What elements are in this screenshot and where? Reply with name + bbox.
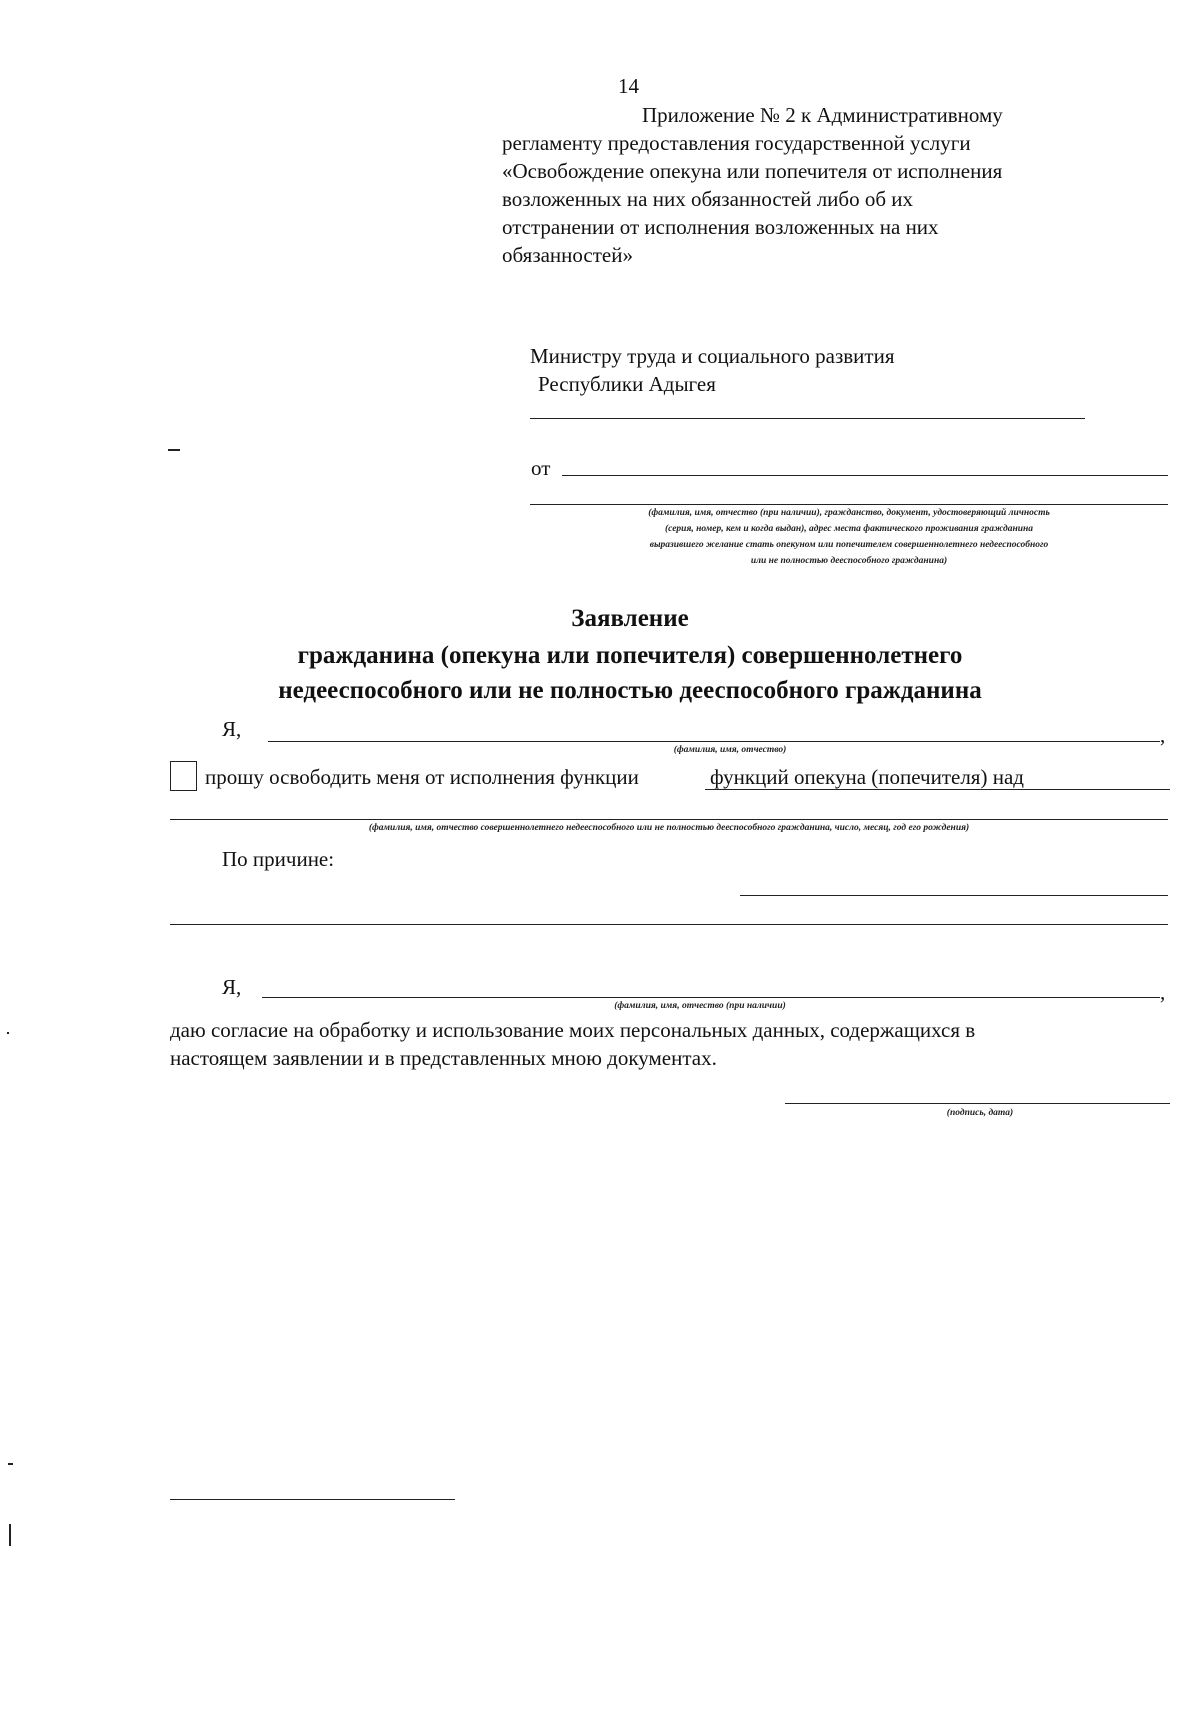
i-label-2: Я, bbox=[222, 975, 242, 999]
title-line: гражданина (опекуна или попечителя) совершеннолетнего bbox=[297, 642, 963, 669]
name-caption-2: (фамилия, имя, отчество (при наличии) bbox=[614, 1001, 786, 1011]
addressee-line: Министру труда и социального развития bbox=[530, 344, 895, 368]
title-line: Заявление bbox=[571, 605, 689, 632]
from-caption-line: или не полностью дееспособного гражданина) bbox=[750, 556, 948, 566]
reason-label: По причине: bbox=[222, 847, 335, 871]
appendix-line: возложенных на них обязанностей либо об их bbox=[502, 187, 914, 211]
scan-mark bbox=[8, 1463, 13, 1465]
from-caption-line: (серия, номер, кем и когда выдан), адрес места фактического проживания гражданина bbox=[664, 524, 1034, 534]
i-label: Я, bbox=[222, 717, 242, 741]
applicant-name-field[interactable] bbox=[268, 741, 1160, 742]
addressee-line: Республики Адыгея bbox=[538, 372, 716, 396]
from-caption-line: (фамилия, имя, отчество (при наличии), гражданство, документ, удостоверяющий личность bbox=[648, 508, 1050, 518]
consent-text: настоящем заявлении и в представленных мною документах. bbox=[170, 1046, 717, 1070]
reason-field-line-2[interactable] bbox=[170, 924, 1168, 925]
scan-mark bbox=[9, 1524, 11, 1546]
from-field-line-2[interactable] bbox=[530, 504, 1168, 505]
reason-field-line[interactable] bbox=[740, 895, 1168, 896]
scan-mark bbox=[168, 449, 180, 451]
appendix-line: обязанностей» bbox=[502, 243, 633, 267]
page-number: 14 bbox=[618, 74, 639, 98]
request-field-line[interactable] bbox=[705, 789, 1170, 790]
consent-text: даю согласие на обработку и использование моих персональных данных, содержащихся в bbox=[170, 1018, 976, 1042]
signature-caption: (подпись, дата) bbox=[946, 1108, 1014, 1118]
from-label: от bbox=[531, 456, 551, 480]
appendix-line: регламенту предоставления государственной услуги bbox=[502, 131, 971, 155]
comma: , bbox=[1160, 723, 1166, 747]
title-line: недееспособного или не полностью дееспособного гражданина bbox=[278, 677, 982, 704]
consent-name-field[interactable] bbox=[262, 997, 1160, 998]
scan-mark bbox=[7, 1032, 9, 1034]
request-filled-text: функций опекуна (попечителя) над bbox=[710, 765, 1024, 789]
ward-caption: (фамилия, имя, отчество совершеннолетнего недееспособного или не полностью дееспособного гражданина, число, месяц, год его рождения) bbox=[368, 823, 970, 833]
ward-field-line[interactable] bbox=[170, 819, 1168, 820]
request-text: прошу освободить меня от исполнения функции bbox=[205, 765, 639, 789]
signature-field-line[interactable] bbox=[785, 1103, 1170, 1104]
from-field-line[interactable] bbox=[562, 475, 1168, 476]
addressee-blank-line[interactable] bbox=[530, 418, 1085, 419]
appendix-line: «Освобождение опекуна или попечителя от исполнения bbox=[502, 159, 1003, 183]
footnote-separator bbox=[170, 1499, 455, 1500]
appendix-line: Приложение № 2 к Административному bbox=[642, 103, 1003, 127]
comma: , bbox=[1160, 980, 1166, 1004]
appendix-line: отстранении от исполнения возложенных на них bbox=[502, 215, 939, 239]
request-checkbox[interactable] bbox=[170, 761, 197, 791]
name-caption: (фамилия, имя, отчество) bbox=[673, 745, 787, 755]
from-caption-line: выразившего желание стать опекуном или попечителем совершеннолетнего недееспособного bbox=[649, 540, 1049, 550]
